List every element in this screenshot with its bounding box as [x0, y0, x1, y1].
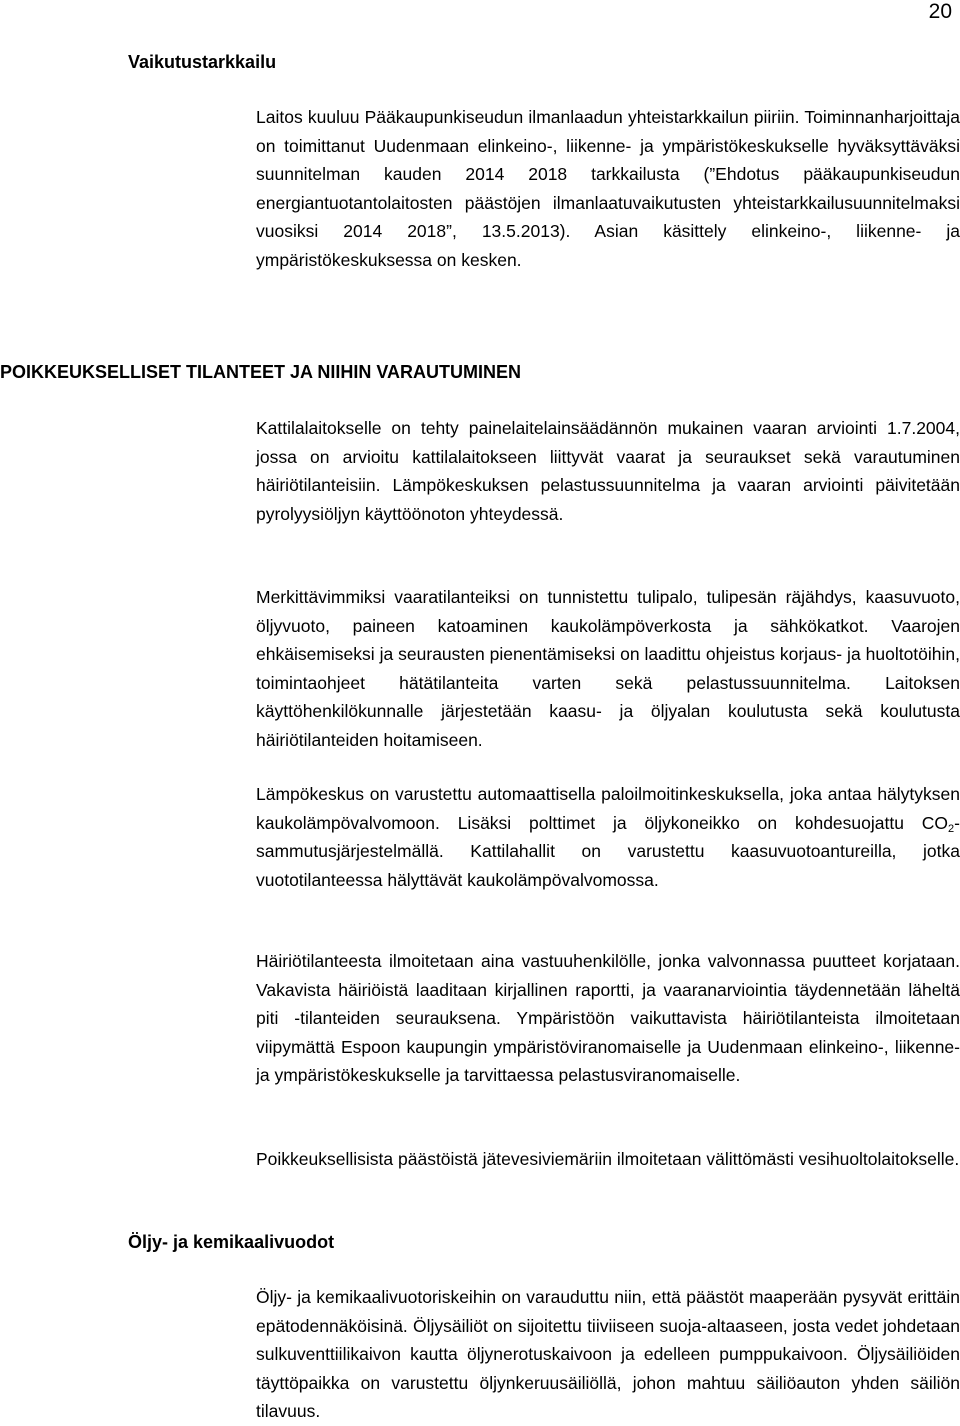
- paragraph-paloilmoitin-text-2: -sammutusjärjestelmällä. Kattilahallit on varustettu kaasuvuotoantureilla, jotka vuototilanteessa hälyttävät kaukolämpövalvomossa.: [256, 812, 960, 890]
- heading-oljy-ja-kemikaalivuodot: Öljy- ja kemikaalivuodot: [128, 1232, 335, 1252]
- co2-subscript: 2: [948, 822, 955, 835]
- heading-vaikutustarkkailu: Vaikutustarkkailu: [128, 52, 277, 72]
- paragraph-vaaran-arviointi: Kattilalaitokselle on tehty painelaitelainsäädännön mukainen vaaran arviointi 1.7.2004, jossa on arvioitu kattilalaitokseen liittyvät vaarat ja seuraukset sekä varautuminen häiriötilanteisiin. Lämpökeskuksen pelastussuunnitelma ja vaaran arviointi päivitetään pyrolyysiöljyn käyttöönoton yhteydessä.: [256, 418, 960, 524]
- paragraph-paastot-viemariin: Poikkeuksellisista päästöistä jätevesiviemäriin ilmoitetaan välittömästi vesihuoltolaitokselle.: [256, 1149, 960, 1169]
- paragraph-paloilmoitin-text-1: Lämpökeskus on varustettu automaattisella paloilmoitinkeskuksella, joka antaa hälytyksen kaukolämpövalvomoon. Lisäksi polttimet ja öljykoneikko on kohdesuojattu CO: [256, 784, 960, 833]
- heading-poikkeukselliset-tilanteet: POIKKEUKSELLISET TILANTEET JA NIIHIN VARAUTUMINEN: [0, 362, 522, 382]
- paragraph-oljysailiot: Öljy- ja kemikaalivuotoriskeihin on varauduttu niin, että päästöt maaperään pysyvät erittäin epätodennäköisinä. Öljysäiliöt on sijoitettu tiiviiseen suoja-altaaseen, josta vedet johdetaan sulkuventtiilikaivon kautta öljynerotuskaivoon ja edelleen pumppukaivoon. Öljysäiliöiden täyttöpaikka on varustettu öljynkeruusäiliöllä, johon mahtuu säiliöauton yhden säiliön tilavuus.: [256, 1287, 960, 1422]
- page-number: 20: [928, 0, 952, 23]
- paragraph-vaaratilanteet: Merkittävimmiksi vaaratilanteiksi on tunnistettu tulipalo, tulipesän räjähdys, kaasuvuoto, öljyvuoto, paineen katoaminen kaukolämpöverkosta ja sähkökatkot. Vaarojen ehkäisemiseksi ja seurausten pienentämiseksi on laadittu ohjeistus korjaus- ja huoltotöihin, toimintaohjeet hätätilanteita varten sekä pelastussuunnitelma. Laitoksen käyttöhenkilökunnalle järjestetään kaasu- ja öljyalan koulutusta sekä koulutusta häiriötilanteiden hoitamiseen.: [256, 587, 960, 750]
- paragraph-paloilmoitin: [256, 780, 960, 894]
- paragraph-yhteistarkkailu: Laitos kuuluu Pääkaupunkiseudun ilmanlaadun yhteistarkkailun piiriin. Toiminnanharjoittaja on toimittanut Uudenmaan elinkeino-, liikenne- ja ympäristökeskukselle hyväksyttäväksi suunnitelman kauden 2014 2018 tarkkailusta (”Ehdotus pääkaupunkiseudun energiantuotantolaitosten päästöjen ilmanlaatuvaikutusten yhteistarkkailusuunnitelmaksi vuosiksi 2014 2018”, 13.5.2013). Asian käsittely elinkeino-, liikenne- ja ympäristökeskuksessa on kesken.: [256, 107, 960, 270]
- paragraph-hairioilmoitus: Häiriötilanteesta ilmoitetaan aina vastuuhenkilölle, jonka valvonnassa puutteet korjataan. Vakavista häiriöistä laaditaan kirjallinen raportti, ja vaaranarviointia täydennetään läheltä piti -tilanteiden seurauksena. Ympäristöön vaikuttavista häiriötilanteista ilmoitetaan viipymättä Espoon kaupungin ympäristöviranomaiselle ja Uudenmaan elinkeino-, liikenne- ja ympäristökeskukselle ja tarvittaessa pelastusviranomaiselle.: [256, 951, 960, 1086]
